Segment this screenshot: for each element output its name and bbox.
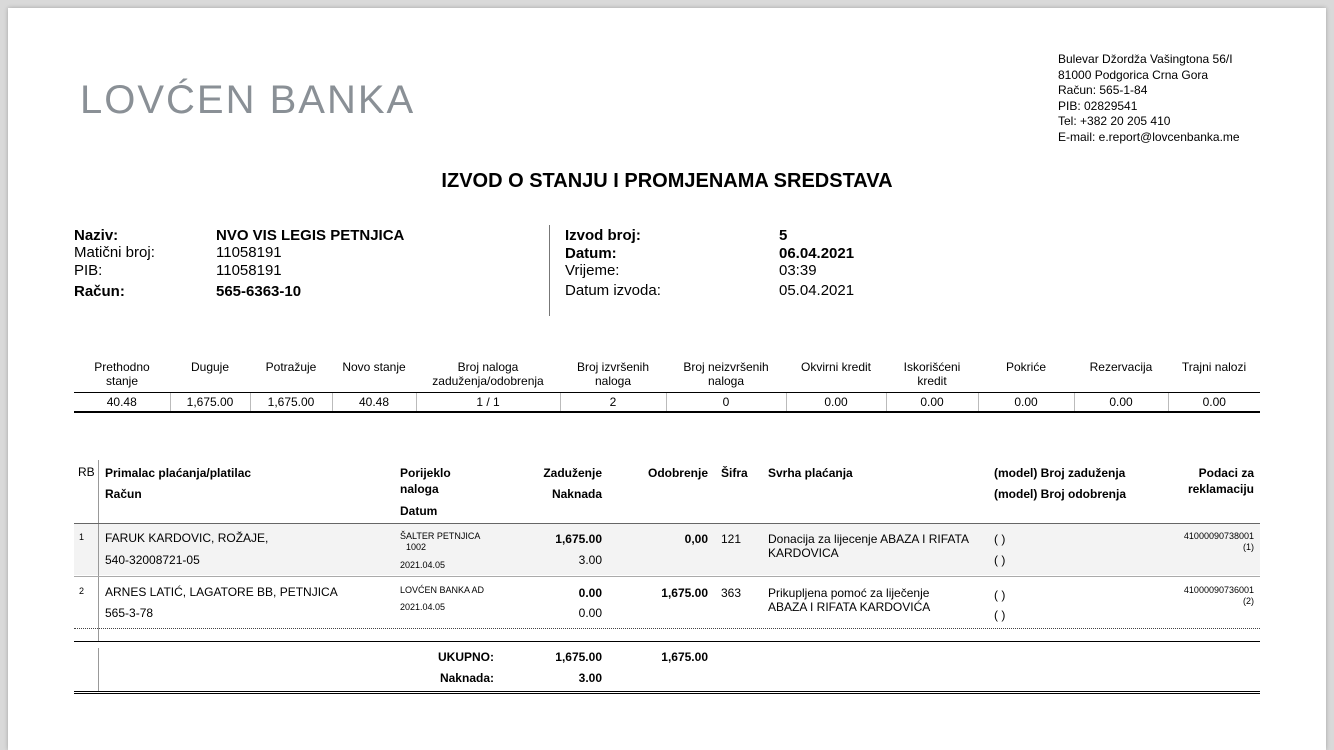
row-datum: 2021.04.05	[400, 602, 446, 612]
row-model-odobrenja: ( )	[994, 553, 1006, 567]
header-podaci: Podaci za	[1198, 466, 1254, 480]
summary-value: 0.00	[886, 393, 978, 413]
rb-divider	[98, 648, 99, 691]
header-rb: RB	[78, 465, 95, 479]
summary-header: Broj izvršenih naloga	[576, 360, 650, 388]
datum-label: Datum:	[565, 245, 617, 262]
header-zaduzenje: Zaduženje	[543, 466, 602, 480]
header-broj-odobrenja: (model) Broj odobrenja	[994, 487, 1126, 501]
vrijeme-label: Vrijeme:	[565, 262, 620, 279]
pib-value: 11058191	[216, 262, 282, 279]
header-naknada: Naknada	[551, 487, 602, 501]
ukupno-odobrenje: 1,675.00	[661, 650, 708, 664]
row-svrha: Donacija za lijecenje ABAZA I RIFATA	[768, 532, 969, 546]
row-zaduzenje: 1,675.00	[555, 532, 602, 546]
header-primalac: Primalac plaćanja/platilac	[105, 466, 252, 480]
summary-value: 0.00	[978, 393, 1074, 413]
summary-value: 0.00	[1074, 393, 1168, 413]
info-divider	[549, 225, 550, 316]
bank-logo: LOVĆEN BANKA	[80, 78, 416, 122]
row-naknada: 0.00	[578, 606, 602, 620]
row-sifra: 363	[721, 586, 742, 600]
izvod-broj-label: Izvod broj:	[565, 227, 641, 244]
summary-header: Duguje	[190, 360, 230, 374]
datum-izvoda-value: 05.04.2021	[779, 282, 855, 299]
address-line: Račun: 565-1-84	[1058, 83, 1148, 97]
address-line: Tel: +382 20 205 410	[1058, 114, 1171, 128]
row-racun: 565-3-78	[105, 606, 154, 620]
row-reklamacija: 41000090738001	[1183, 531, 1254, 541]
totals-top-line	[74, 641, 1260, 642]
row-datum: 2021.04.05	[400, 560, 446, 570]
address-line: PIB: 02829541	[1058, 98, 1138, 113]
naknada-total-label: Naknada:	[439, 671, 494, 685]
maticni-label: Matični broj:	[74, 244, 155, 261]
maticni-value: 11058191	[216, 244, 282, 261]
row-racun: 540-32008721-05	[105, 553, 200, 567]
address-line: 81000 Podgorica Crna Gora	[1058, 67, 1209, 82]
racun-value: 565-6363-10	[216, 283, 302, 300]
summary-header: Okvirni kredit	[800, 360, 871, 374]
row-odobrenje: 0,00	[684, 532, 708, 546]
row-porijeklo: ŠALTER PETNJICA	[400, 531, 481, 541]
header-broj-zaduzenja: (model) Broj zaduženja	[994, 466, 1126, 480]
rb-divider	[98, 460, 99, 642]
ukupno-label: UKUPNO:	[438, 650, 494, 664]
row-model-zaduzenja: ( )	[994, 532, 1006, 546]
row-primalac: ARNES LATIĆ, LAGATORE BB, PETNJICA	[105, 585, 338, 599]
summary-value: 1 / 1	[416, 393, 560, 413]
row-svrha-cont: KARDOVICA	[768, 546, 839, 560]
row-rb: 1	[79, 532, 85, 542]
summary-header: Prethodno stanje	[94, 360, 150, 388]
row-odobrenje: 1,675.00	[661, 586, 708, 600]
header-porijeklo: Porijeklo	[400, 466, 451, 480]
summary-value-row	[74, 393, 1260, 413]
row-svrha-cont: ABAZA I RIFATA KARDOVIĆA	[768, 600, 931, 614]
summary-value: 40.48	[332, 393, 416, 413]
summary-header: Broj neizvršenih naloga	[683, 360, 769, 388]
summary-header: Novo stanje	[342, 360, 406, 374]
header-naloga: naloga	[400, 482, 439, 496]
summary-header: Broj naloga zaduženja/odobrenja	[432, 360, 544, 388]
summary-value: 0.00	[786, 393, 886, 413]
row-naknada: 3.00	[578, 553, 602, 567]
document-title: IZVOD O STANJU I PROMJENAMA SREDSTAVA	[441, 170, 893, 192]
summary-header: Trajni nalozi	[1181, 360, 1247, 374]
header-odobrenje: Odobrenje	[647, 466, 708, 480]
naziv-label: Naziv:	[74, 227, 119, 244]
pib-label: PIB:	[74, 262, 103, 279]
summary-value: 0	[666, 393, 786, 413]
row-model-zaduzenja: ( )	[994, 588, 1006, 602]
header-racun: Račun	[105, 487, 142, 501]
row-primalac: FARUK KARDOVIC, ROŽAJE,	[105, 531, 269, 545]
summary-value: 0.00	[1168, 393, 1260, 413]
address-line: Bulevar Džordža Vašingtona 56/I	[1058, 52, 1233, 66]
vrijeme-value: 03:39	[779, 262, 817, 279]
summary-value: 1,675.00	[250, 393, 332, 413]
header-bottom-line	[74, 523, 1260, 524]
datum-value: 06.04.2021	[779, 245, 855, 262]
row-porijeklo-code: 1002	[406, 542, 427, 552]
row-reklamacija: 41000090736001	[1183, 585, 1254, 595]
bank-address	[1058, 52, 1240, 145]
row-sifra: 121	[721, 532, 742, 546]
row-model-odobrenja: ( )	[994, 608, 1006, 622]
summary-header: Potražuje	[265, 360, 317, 374]
rows-bottom-line	[74, 628, 1260, 629]
summary-header: Rezervacija	[1089, 360, 1153, 374]
summary-header-row	[74, 358, 1260, 393]
header-reklamaciju: reklamaciju	[1187, 482, 1254, 496]
summary-value: 40.48	[74, 393, 170, 413]
summary-header: Iskorišćeni kredit	[903, 360, 961, 388]
totals-bottom-line	[74, 691, 1260, 694]
row-reklamacija-idx: (2)	[1243, 596, 1254, 606]
naziv-value: NVO VIS LEGIS PETNJICA	[216, 227, 405, 244]
statement-page	[8, 8, 1326, 750]
summary-value: 2	[560, 393, 666, 413]
header-datum: Datum	[400, 504, 438, 518]
summary-value: 1,675.00	[170, 393, 250, 413]
naknada-total-value: 3.00	[578, 671, 602, 685]
izvod-broj-value: 5	[779, 227, 788, 244]
row-reklamacija-idx: (1)	[1243, 542, 1254, 552]
address-line: E-mail: e.report@lovcenbanka.me	[1058, 129, 1240, 144]
row-porijeklo: LOVĆEN BANKA AD	[400, 585, 485, 595]
summary-table	[74, 358, 1260, 413]
ukupno-zaduzenje: 1,675.00	[555, 650, 602, 664]
row-divider	[74, 576, 1260, 577]
header-sifra: Šifra	[721, 466, 748, 480]
row-svrha: Prikupljena pomoć za liječenje	[768, 586, 930, 600]
row-zaduzenje: 0.00	[578, 586, 602, 600]
header-svrha: Svrha plaćanja	[768, 466, 853, 480]
row-rb: 2	[79, 586, 85, 596]
summary-header: Pokriće	[1005, 360, 1046, 374]
datum-izvoda-label: Datum izvoda:	[565, 282, 661, 299]
racun-label: Račun:	[74, 283, 125, 300]
